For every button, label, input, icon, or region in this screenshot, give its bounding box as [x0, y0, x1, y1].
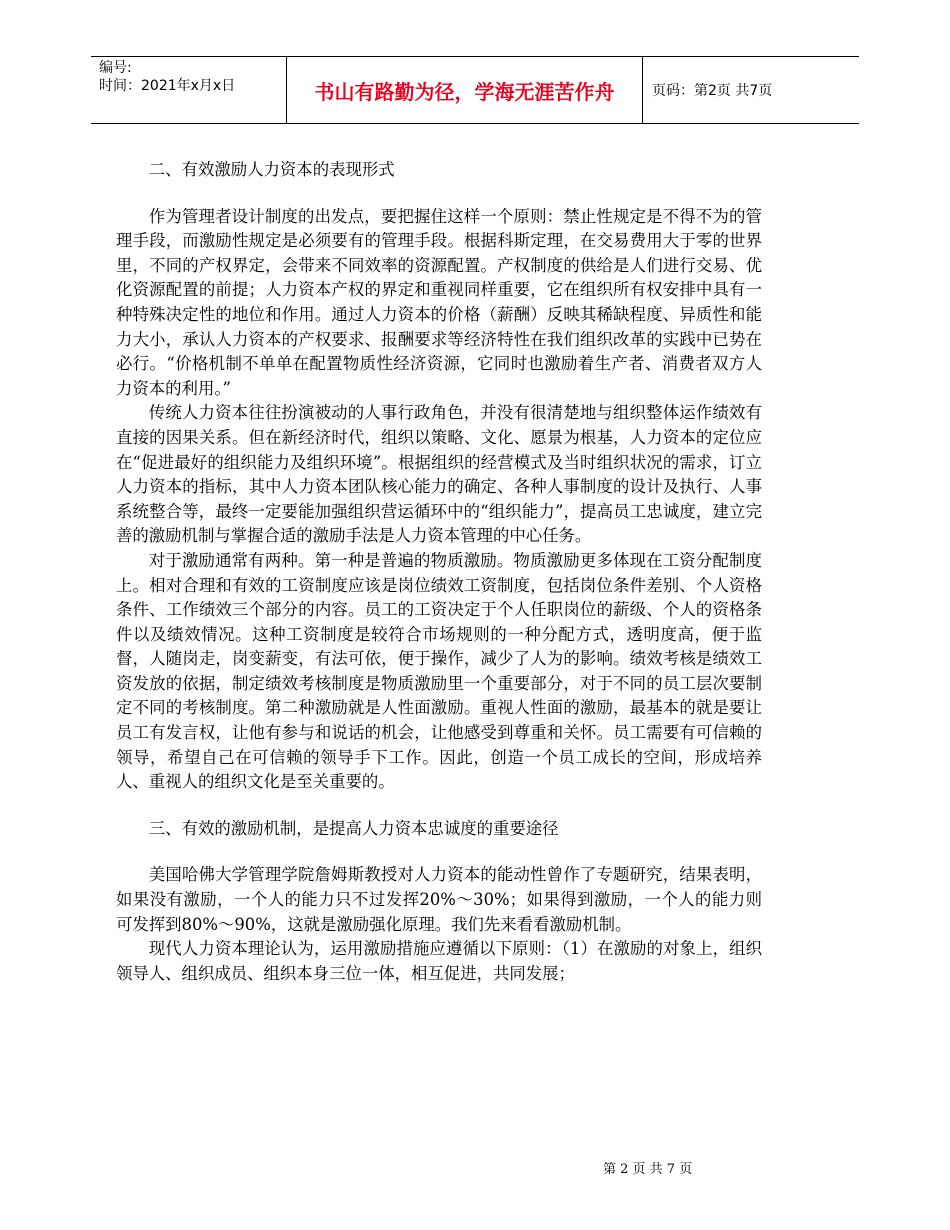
header-motto: 书山有路勤为径，学海无涯苦作舟: [287, 57, 643, 123]
paragraph-4: 美国哈佛大学管理学院詹姆斯教授对人力资本的能动性曾作了专题研究，结果表明，如果没有激励，一个人的能力只不过发挥20%～30%；如果得到激励，一个人的能力则可发挥到80%～90%，这就是激励强化原理。我们先来看看激励机制。: [116, 865, 763, 934]
section-heading-3: 三、有效的激励机制，是提高人力资本忠诚度的重要途径: [148, 818, 559, 838]
document-body: [116, 158, 762, 986]
document-time-label: 时间：2021年x月x日: [99, 78, 236, 94]
paragraph-3: 对于激励通常有两种。第一种是普遍的物质激励。物质激励更多体现在工资分配制度上。相对合理和有效的工资制度应该是岗位绩效工资制度，包括岗位条件差别、个人资格条件、工作绩效三个部分的内容。员工的工资决定于个人任职岗位的薪级、个人的资格条件以及绩效情况。这种工资制度是较符合市场规则的一种分配方式，透明度高，便于监督，人随岗走，岗变薪变，有法可依，便于操作，减少了人为的影响。绩效考核是绩效工资发放的依据，制定绩效考核制度是物质激励里一个重要部分，对于不同的员工层次要制定不同的考核制度。第二种激励就是人性面激励。重视人性面的激励，最基本的就是要让员工有发言权，让他有参与和说话的机会，让他感受到尊重和关怀。员工需要有可信赖的领导，希望自己在可信赖的领导手下工作。因此，创造一个员工成长的空间，形成培养人、重视人的组织文化是至关重要的。: [116, 550, 762, 792]
header-meta-cell: [91, 57, 287, 123]
header-page-info: 页码：第2页 共7页: [652, 83, 773, 99]
paragraph-1: 作为管理者设计制度的出发点，要把握住这样一个原则：禁止性规定是不得不为的管理手段，而激励性规定是必须要有的管理手段。根据科斯定理，在交易费用大于零的世界里，不同的产权界定，会带来不同效率的资源配置。产权制度的供给是人们进行交易、优化资源配置的前提；人力资本产权的界定和重视同样重要，它在组织所有权安排中具有一种特殊决定性的地位和作用。通过人力资本的价格（薪酬）反映其稀缺程度、异质性和能力大小，承认人力资本的产权要求、报酬要求等经济特性在我们组织改革的实践中已势在必行。“价格机制不单单在配置物质性经济资源，它同时也激励着生产者、消费者双方人力资本的利用。”: [116, 206, 762, 398]
paragraph-2: 传统人力资本往往扮演被动的人事行政角色，并没有很清楚地与组织整体运作绩效有直接的因果关系。但在新经济时代，组织以策略、文化、愿景为根基，人力资本的定位应在“促进最好的组织能力及组织环境”。根据组织的经营模式及当时组织状况的需求，订立人力资本的指标，其中人力资本团队核心能力的确定、各种人事制度的设计及执行、人事系统整合等，最终一定要能加强组织营运循环中的“组织能力”，提高员工忠诚度，建立完善的激励机制与掌握合适的激励手法是人力资本管理的中心任务。: [116, 403, 762, 546]
page-footer: 第 2 页 共 7 页: [603, 1162, 693, 1177]
paragraph-5: 现代人力资本理论认为，运用激励措施应遵循以下原则：（1）在激励的对象上，组织领导人、组织成员、组织本身三位一体，相互促进，共同发展；: [116, 939, 762, 983]
section-heading-2: 二、有效激励人力资本的表现形式: [148, 160, 395, 179]
page-header: [91, 56, 859, 124]
document-number-label: 编号:: [99, 60, 132, 76]
